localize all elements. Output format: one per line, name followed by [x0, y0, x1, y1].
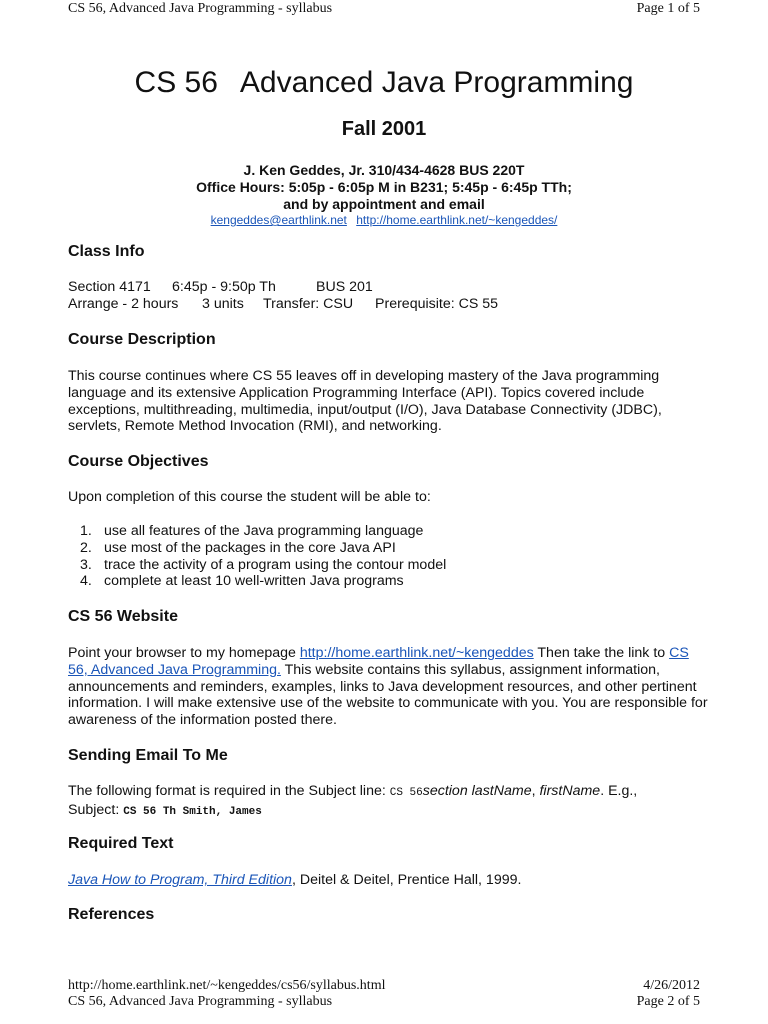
email-instructions: The following format is required in the Subject line: CS 56section lastName, firstName. E.g., Subject: CS 56 Th Smith, James	[68, 783, 638, 818]
description-text: This course continues where CS 55 leaves off in developing mastery of the Java programming language and its extensive Application Programming Interface (API). Topics covered include exceptions, multithreading, multimedia, input/output (I/O), Java Database Connectivity (JDBC), servlets, Remote Method Invocation (RMI), and networking.	[68, 368, 662, 435]
header-doc-title: CS 56, Advanced Java Programming - syllabus	[68, 1, 333, 16]
page-header	[68, 1, 700, 17]
required-text-citation: Java How to Program, Third Edition, Deitel & Deitel, Prentice Hall, 1999.	[68, 872, 522, 888]
course-term: Fall 2001	[341, 118, 427, 140]
prerequisite: Prerequisite: CS 55	[375, 295, 499, 312]
objectives-intro: Upon completion of this course the student will be able to:	[68, 489, 431, 505]
arrange-hours: Arrange - 2 hours	[68, 295, 179, 312]
references-heading: References	[68, 906, 155, 923]
footer-url: http://home.earthlink.net/~kengeddes/cs56/syllabus.html	[68, 978, 386, 993]
class-info-heading: Class Info	[68, 243, 145, 260]
footer-date: 4/26/2012	[643, 978, 700, 993]
class-room: BUS 201	[316, 279, 373, 295]
instructor-line: J. Ken Geddes, Jr. 310/434-4628 BUS 220T	[243, 162, 525, 178]
list-item: 2. use most of the packages in the core Java API	[80, 539, 396, 556]
contact-links	[0, 213, 768, 227]
objectives-list	[68, 523, 446, 590]
list-item: 1. use all features of the Java programming language	[80, 523, 424, 539]
course-page-link[interactable]: CS 56, Advanced Java Programming.	[68, 645, 689, 678]
website-text: Point your browser to my homepage http://home.earthlink.net/~kengeddes Then take the link to CS 56, Advanced Java Programming. This website contains this syllabus, assignment information, announcements and reminders, examples, links to Java development resources, and other pertinent information. I will make extensive use of the website to communicate with you. You are responsible for awareness of the information posted there.	[68, 645, 708, 729]
subject-format-code: CS 56	[389, 787, 423, 799]
units: 3 units	[202, 295, 244, 312]
list-item: 3. trace the activity of a program using the contour model	[80, 556, 447, 573]
email-link[interactable]: kengeddes@earthlink.net	[210, 213, 347, 227]
office-hours-line: Office Hours: 5:05p - 6:05p M in B231; 5:45p - 6:45p TTh;	[196, 179, 572, 195]
subject-example-code: CS 56 Th Smith, James	[123, 805, 262, 818]
next-header-page-number: Page 2 of 5	[636, 994, 700, 1009]
section-number: Section 4171	[68, 279, 151, 295]
class-time: 6:45p - 9:50p Th	[172, 279, 276, 295]
class-info-row-1	[68, 279, 708, 296]
objectives-heading: Course Objectives	[68, 453, 209, 470]
homepage-link-body[interactable]: http://home.earthlink.net/~kengeddes	[299, 645, 534, 661]
list-item: 4. complete at least 10 well-written Java programs	[80, 573, 404, 590]
required-text-heading: Required Text	[68, 835, 174, 852]
page-footer	[68, 978, 700, 994]
transfer: Transfer: CSU	[263, 295, 354, 312]
instructor-contact	[0, 162, 768, 213]
email-heading: Sending Email To Me	[68, 747, 228, 764]
class-info-row-2	[68, 296, 708, 313]
header-page-number: Page 1 of 5	[636, 1, 700, 16]
website-heading: CS 56 Website	[68, 608, 178, 625]
textbook-link[interactable]: Java How to Program, Third Edition	[68, 872, 292, 888]
appointment-line: and by appointment and email	[283, 196, 485, 212]
homepage-link[interactable]: http://home.earthlink.net/~kengeddes/	[356, 213, 558, 227]
description-heading: Course Description	[68, 331, 216, 348]
class-info-block	[68, 279, 708, 313]
next-header-doc-title: CS 56, Advanced Java Programming - syllabus	[68, 994, 333, 1009]
course-title	[0, 66, 768, 100]
next-page-header	[68, 994, 700, 1010]
course-code: CS 56	[134, 66, 218, 99]
course-name: Advanced Java Programming	[239, 66, 634, 99]
